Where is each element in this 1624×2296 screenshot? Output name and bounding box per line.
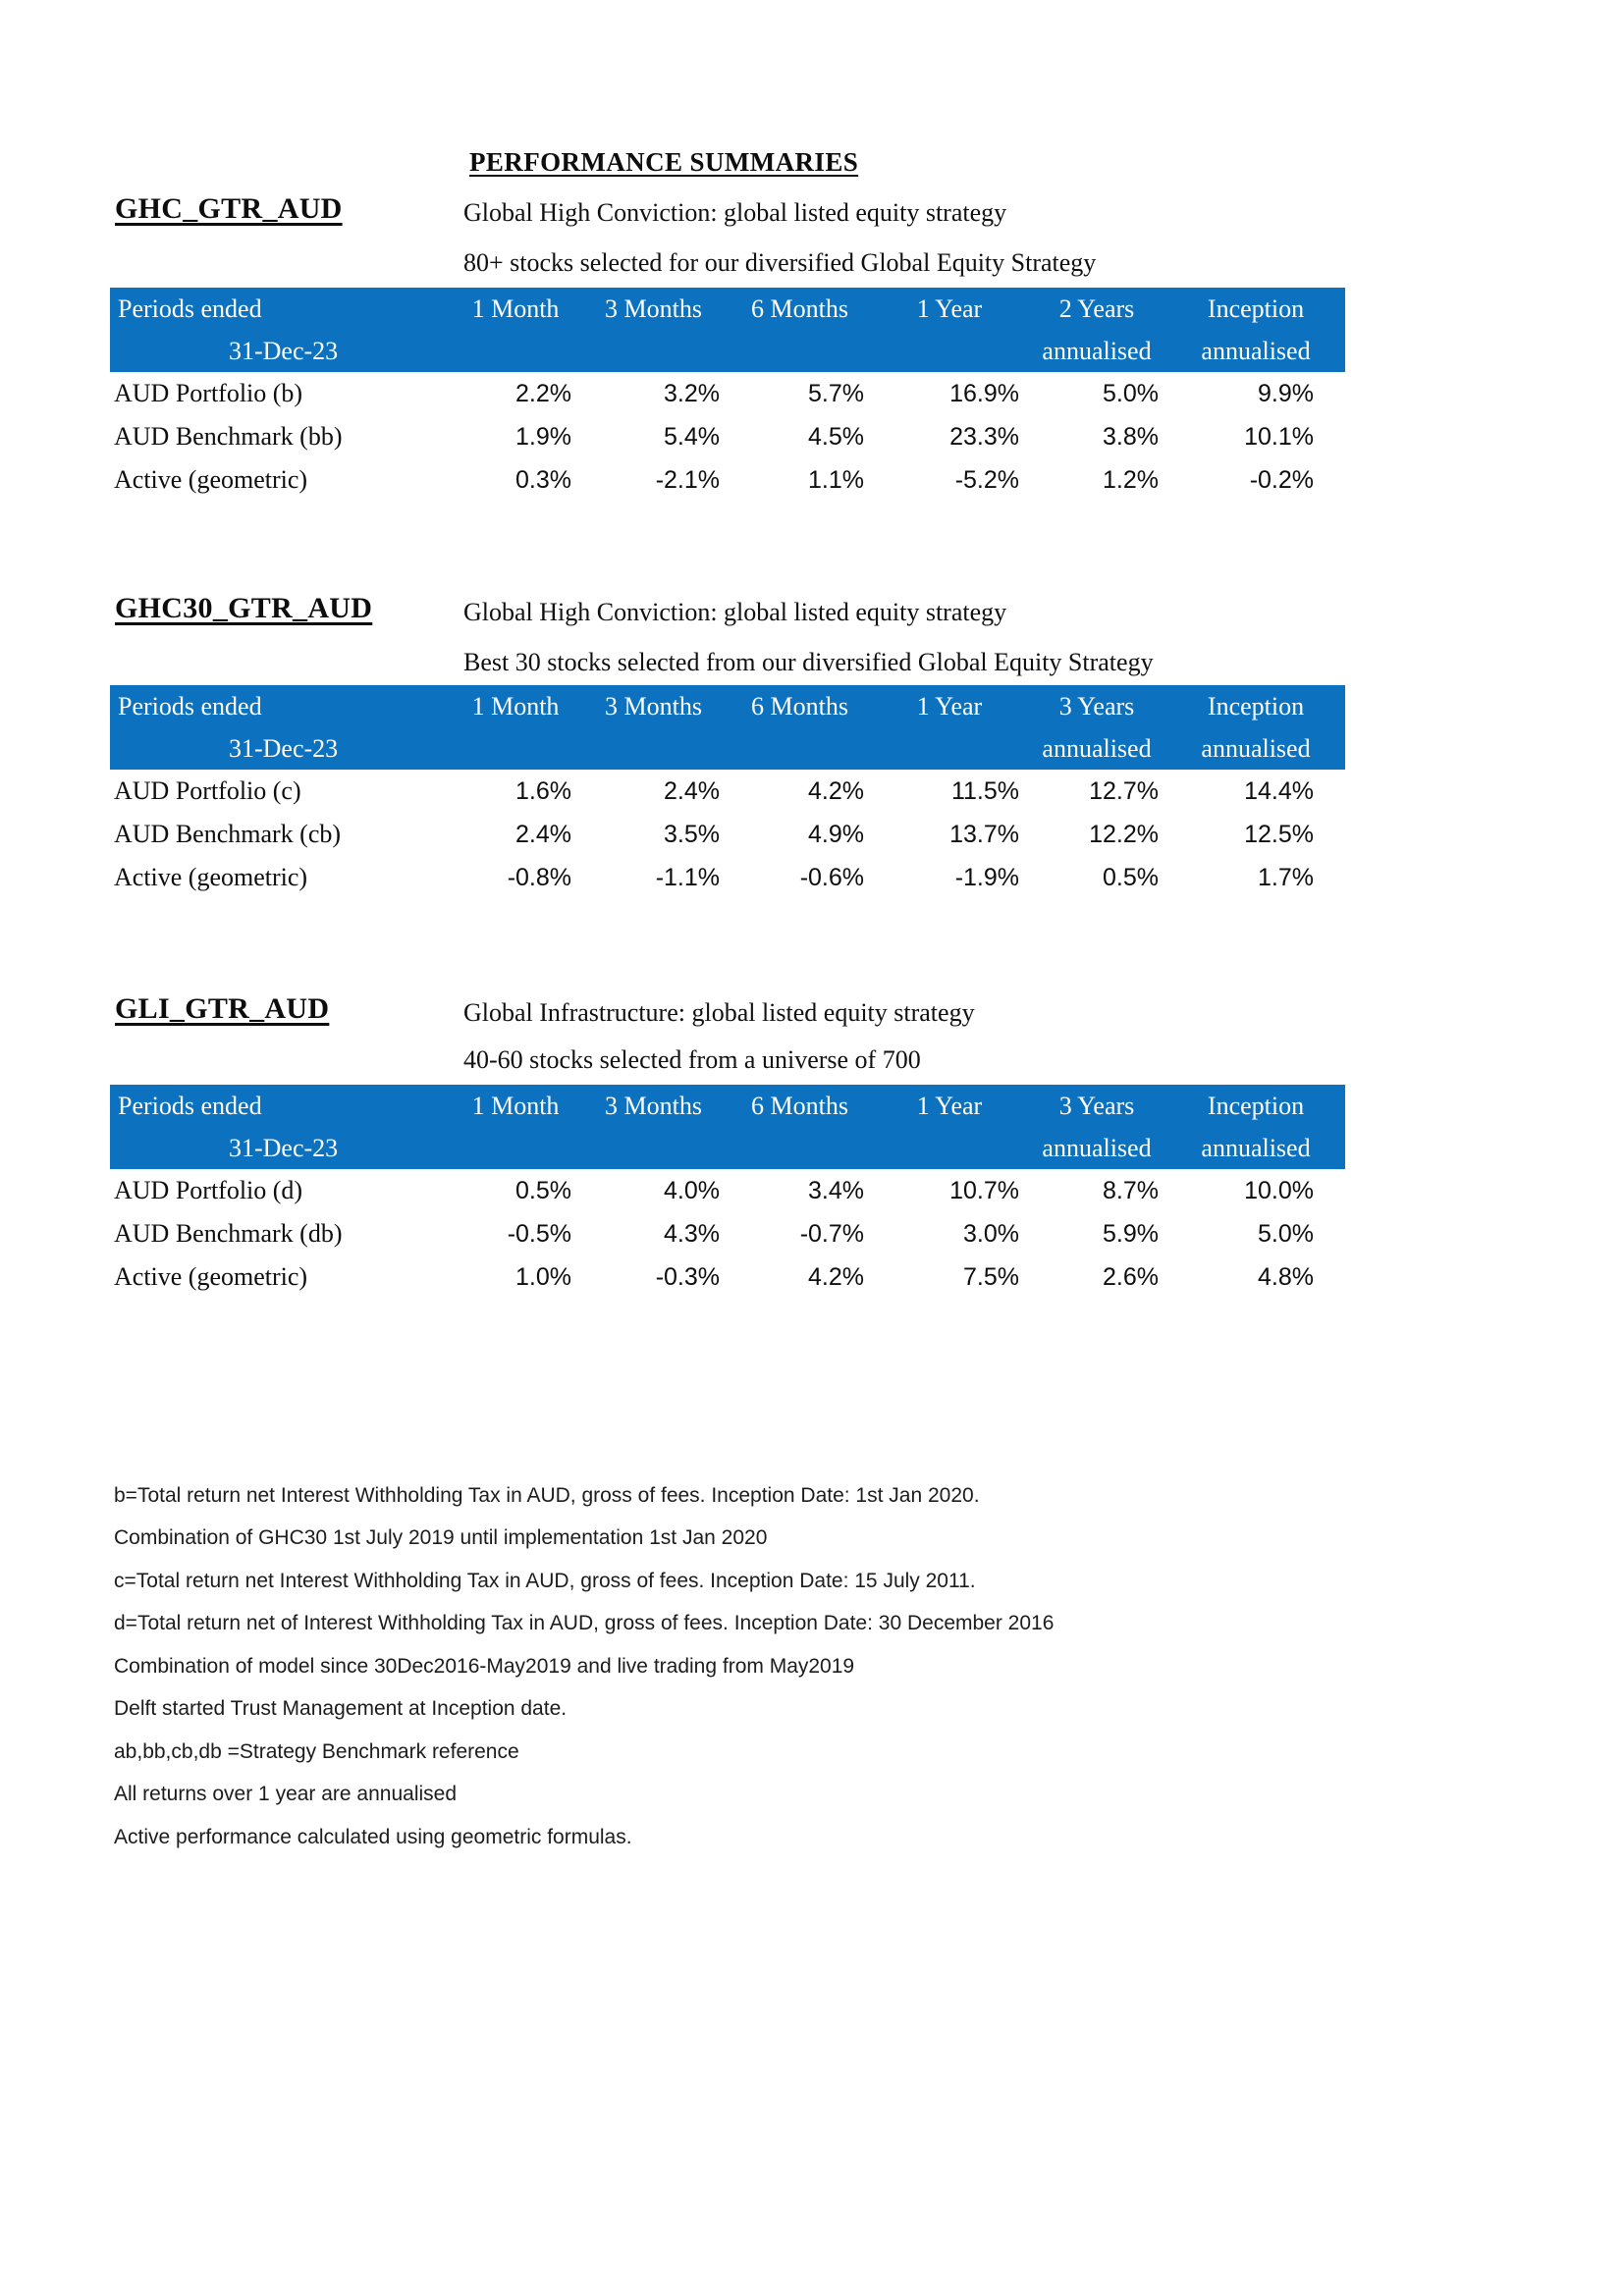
value-cell: 4.2%	[808, 776, 864, 805]
col-header-cell	[452, 331, 579, 372]
value-cell: 5.0%	[1103, 379, 1159, 407]
value-cell: 5.7%	[808, 379, 864, 407]
footnote-line: All returns over 1 year are annualised	[114, 1783, 458, 1806]
value-cell: 2.4%	[664, 776, 720, 805]
col-header-cell	[452, 728, 579, 770]
footnote-line: Active performance calculated using geometric formulas.	[114, 1825, 632, 1848]
col-header-cell: annualised	[1166, 1128, 1345, 1169]
value-cell: 4.0%	[664, 1176, 720, 1204]
footnote-line: ab,bb,cb,db =Strategy Benchmark reference	[114, 1739, 519, 1763]
col-header-cell: Periods ended	[110, 288, 452, 331]
col-header-cell: annualised	[1166, 331, 1345, 372]
table-header-row	[110, 1085, 1345, 1128]
col-header-cell	[728, 728, 872, 770]
col-header-cell: 6 Months	[728, 685, 872, 728]
col-header-cell: Periods ended	[110, 685, 452, 728]
col-header-cell: Inception	[1166, 685, 1345, 728]
row-label-cell: AUD Portfolio (c)	[114, 776, 301, 805]
value-cell: 1.7%	[1258, 863, 1314, 891]
footnotes-block	[114, 1474, 1054, 1859]
value-cell: 8.7%	[1103, 1176, 1159, 1204]
row-label-cell: AUD Benchmark (bb)	[114, 422, 343, 451]
col-header-cell: 1 Month	[452, 685, 579, 728]
value-cell: 4.5%	[808, 422, 864, 451]
col-header-cell	[872, 331, 1027, 372]
section-desc-line1: Global Infrastructure: global listed equity strategy	[463, 998, 975, 1027]
row-label-cell: Active (geometric)	[114, 863, 308, 891]
col-header-cell	[728, 331, 872, 372]
value-cell: 0.3%	[515, 465, 571, 494]
value-cell: 0.5%	[515, 1176, 571, 1204]
value-cell: 4.8%	[1258, 1262, 1314, 1291]
value-cell: -5.2%	[954, 465, 1019, 494]
col-header-cell	[579, 728, 728, 770]
col-header-cell: Periods ended	[110, 1085, 452, 1128]
col-header-cell: 1 Month	[452, 1085, 579, 1128]
section-desc-line1: Global High Conviction: global listed equity strategy	[463, 198, 1007, 227]
value-cell: 5.0%	[1258, 1219, 1314, 1248]
row-label-cell: AUD Benchmark (db)	[114, 1219, 343, 1248]
value-cell: -0.5%	[507, 1219, 571, 1248]
value-cell: 5.4%	[664, 422, 720, 451]
value-cell: 2.2%	[515, 379, 571, 407]
value-cell: -0.2%	[1249, 465, 1314, 494]
col-header-cell: annualised	[1027, 728, 1166, 770]
footnote-line: Combination of model since 30Dec2016-May2019 and live trading from May2019	[114, 1654, 855, 1678]
col-header-cell: 3 Months	[579, 1085, 728, 1128]
section-desc-line2: 40-60 stocks selected from a universe of 700	[463, 1045, 921, 1074]
value-cell: 10.1%	[1244, 422, 1314, 451]
col-header-cell: 1 Year	[872, 288, 1027, 331]
value-cell: 3.2%	[664, 379, 720, 407]
performance-table-ghc-gtr-aud	[110, 288, 1345, 502]
col-header-cell	[579, 331, 728, 372]
col-header-cell	[579, 1128, 728, 1169]
row-label-cell: AUD Portfolio (b)	[114, 379, 303, 407]
value-cell: 7.5%	[963, 1262, 1019, 1291]
table-row	[110, 372, 1345, 415]
value-cell: 4.2%	[808, 1262, 864, 1291]
table-header-row	[110, 728, 1345, 770]
col-header-cell: 3 Years	[1027, 685, 1166, 728]
col-header-cell: 6 Months	[728, 1085, 872, 1128]
table-header	[110, 1085, 1345, 1169]
value-cell: 2.4%	[515, 820, 571, 848]
row-label-cell: AUD Portfolio (d)	[114, 1176, 303, 1204]
value-cell: 23.3%	[949, 422, 1019, 451]
value-cell: 10.0%	[1244, 1176, 1314, 1204]
table-header-row	[110, 685, 1345, 728]
col-header-cell: Inception	[1166, 1085, 1345, 1128]
value-cell: 3.5%	[664, 820, 720, 848]
col-header-cell: annualised	[1027, 331, 1166, 372]
value-cell: 3.0%	[963, 1219, 1019, 1248]
section-heading-gli-gtr-aud: GLI_GTR_AUD	[115, 992, 330, 1025]
table-row	[110, 856, 1345, 899]
footnote-line: Combination of GHC30 1st July 2019 until implementation 1st Jan 2020	[114, 1526, 768, 1550]
value-cell: 1.0%	[515, 1262, 571, 1291]
value-cell: 10.7%	[949, 1176, 1019, 1204]
value-cell: 1.6%	[515, 776, 571, 805]
col-header-cell	[872, 728, 1027, 770]
col-header-cell	[872, 1128, 1027, 1169]
value-cell: 3.4%	[808, 1176, 864, 1204]
value-cell: 0.5%	[1103, 863, 1159, 891]
table-row	[110, 1169, 1345, 1212]
value-cell: -1.1%	[655, 863, 720, 891]
value-cell: -2.1%	[655, 465, 720, 494]
value-cell: 12.2%	[1089, 820, 1159, 848]
table-header	[110, 685, 1345, 770]
value-cell: 12.7%	[1089, 776, 1159, 805]
value-cell: -0.7%	[799, 1219, 864, 1248]
value-cell: 4.3%	[664, 1219, 720, 1248]
value-cell: 16.9%	[949, 379, 1019, 407]
section-desc-line2: 80+ stocks selected for our diversified Global Equity Strategy	[463, 248, 1097, 277]
table-header-row	[110, 1128, 1345, 1169]
period-end-date-cell: 31-Dec-23	[110, 331, 452, 372]
col-header-cell: 3 Years	[1027, 1085, 1166, 1128]
value-cell: 5.9%	[1103, 1219, 1159, 1248]
table-header-row	[110, 331, 1345, 372]
row-label-cell: AUD Benchmark (cb)	[114, 820, 342, 848]
value-cell: -0.3%	[655, 1262, 720, 1291]
section-heading-ghc30-gtr-aud: GHC30_GTR_AUD	[115, 592, 373, 624]
col-header-cell: 6 Months	[728, 288, 872, 331]
table-header	[110, 288, 1345, 372]
col-header-cell: 1 Year	[872, 685, 1027, 728]
value-cell: 2.6%	[1103, 1262, 1159, 1291]
value-cell: 1.9%	[515, 422, 571, 451]
value-cell: 9.9%	[1258, 379, 1314, 407]
footnote-line: b=Total return net Interest Withholding Tax in AUD, gross of fees. Inception Date: 1st Jan 2020.	[114, 1483, 980, 1507]
period-end-date-cell: 31-Dec-23	[110, 728, 452, 770]
value-cell: 4.9%	[808, 820, 864, 848]
value-cell: -0.6%	[799, 863, 864, 891]
table-row	[110, 1212, 1345, 1255]
col-header-cell: annualised	[1166, 728, 1345, 770]
col-header-cell: annualised	[1027, 1128, 1166, 1169]
value-cell: 12.5%	[1244, 820, 1314, 848]
footnote-line: Delft started Trust Management at Inception date.	[114, 1697, 568, 1721]
value-cell: 3.8%	[1103, 422, 1159, 451]
page-title: PERFORMANCE SUMMARIES	[469, 147, 859, 177]
col-header-cell	[452, 1128, 579, 1169]
col-header-cell: 2 Years	[1027, 288, 1166, 331]
col-header-cell	[728, 1128, 872, 1169]
performance-table-gli-gtr-aud	[110, 1085, 1345, 1299]
col-header-cell: 1 Year	[872, 1085, 1027, 1128]
value-cell: 1.1%	[808, 465, 864, 494]
col-header-cell: Inception	[1166, 288, 1345, 331]
value-cell: 14.4%	[1244, 776, 1314, 805]
col-header-cell: 3 Months	[579, 685, 728, 728]
row-label-cell: Active (geometric)	[114, 465, 308, 494]
table-row	[110, 813, 1345, 856]
table-row	[110, 770, 1345, 813]
table-row	[110, 415, 1345, 458]
section-heading-ghc-gtr-aud: GHC_GTR_AUD	[115, 192, 343, 225]
col-header-cell: 1 Month	[452, 288, 579, 331]
col-header-cell: 3 Months	[579, 288, 728, 331]
value-cell: -0.8%	[507, 863, 571, 891]
table-row	[110, 458, 1345, 502]
value-cell: 13.7%	[949, 820, 1019, 848]
table-row	[110, 1255, 1345, 1299]
section-desc-line2: Best 30 stocks selected from our diversified Global Equity Strategy	[463, 648, 1154, 676]
footnote-line: d=Total return net of Interest Withholding Tax in AUD, gross of fees. Inception Date: 30 December 2016	[114, 1612, 1055, 1635]
table-header-row	[110, 288, 1345, 331]
row-label-cell: Active (geometric)	[114, 1262, 308, 1291]
period-end-date-cell: 31-Dec-23	[110, 1128, 452, 1169]
performance-table-ghc30-gtr-aud	[110, 685, 1345, 899]
section-desc-line1: Global High Conviction: global listed equity strategy	[463, 598, 1007, 626]
value-cell: 1.2%	[1103, 465, 1159, 494]
value-cell: 11.5%	[950, 776, 1019, 805]
footnote-line: c=Total return net Interest Withholding Tax in AUD, gross of fees. Inception Date: 15 July 2011.	[114, 1569, 976, 1592]
value-cell: -1.9%	[954, 863, 1019, 891]
